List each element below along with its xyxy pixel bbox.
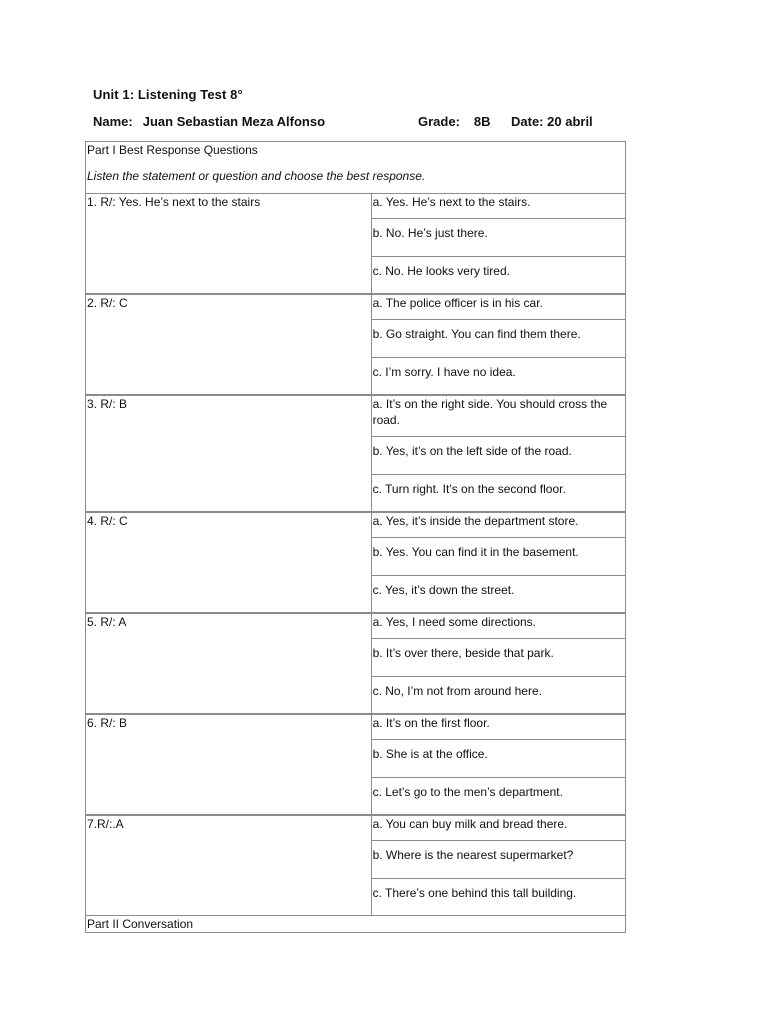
question-6-option-b: b. She is at the office. — [371, 740, 625, 778]
part2-title: Part II Conversation — [86, 916, 626, 933]
question-6-option-c: c. Let’s go to the men’s department. — [371, 778, 625, 816]
part2-header-row — [86, 916, 626, 933]
question-3-option-c: c. Turn right. It’s on the second floor. — [371, 475, 625, 513]
question-5-option-b: b. It’s over there, beside that park. — [371, 639, 625, 677]
question-7-answer: 7.R/:.A — [86, 815, 372, 916]
name-value: Juan Sebastian Meza Alfonso — [142, 114, 326, 129]
part1-header — [86, 142, 626, 194]
student-name-field — [93, 114, 325, 129]
question-2-option-c: c. I’m sorry. I have no idea. — [371, 358, 625, 396]
question-2-answer: 2. R/: C — [86, 294, 372, 395]
question-7-row-a — [86, 815, 626, 841]
question-7-option-b: b. Where is the nearest supermarket? — [371, 841, 625, 879]
question-7-option-a: a. You can buy milk and bread there. — [371, 815, 625, 841]
question-4-row-a — [86, 512, 626, 538]
date-field — [511, 114, 593, 129]
question-5-row-a — [86, 613, 626, 639]
grade-value: 8B — [473, 114, 491, 129]
question-5-option-c: c. No, I’m not from around here. — [371, 677, 625, 715]
question-6-answer: 6. R/: B — [86, 714, 372, 815]
question-6-option-a: a. It’s on the first floor. — [371, 714, 625, 740]
question-1-option-a: a. Yes. He’s next to the stairs. — [371, 194, 625, 219]
test-title: Unit 1: Listening Test 8° — [93, 87, 243, 102]
question-3-row-a — [86, 395, 626, 437]
grade-field — [418, 114, 491, 129]
part1-instructions: Listen the statement or question and choose the best response. — [87, 169, 426, 183]
question-1-option-b: b. No. He’s just there. — [371, 219, 625, 257]
question-5-option-a: a. Yes, I need some directions. — [371, 613, 625, 639]
question-3-answer: 3. R/: B — [86, 395, 372, 512]
question-3-option-b: b. Yes, it’s on the left side of the road. — [371, 437, 625, 475]
part1-header-row — [86, 142, 626, 194]
question-4-answer: 4. R/: C — [86, 512, 372, 613]
question-1-answer: 1. R/: Yes. He’s next to the stairs — [86, 194, 372, 295]
question-2-option-b: b. Go straight. You can find them there. — [371, 320, 625, 358]
date-label: Date: — [511, 114, 544, 129]
name-label: Name: — [93, 114, 133, 129]
question-7-option-c: c. There’s one behind this tall building. — [371, 879, 625, 916]
date-value: 20 abril — [547, 114, 593, 129]
question-3-option-a: a. It’s on the right side. You should cross the road. — [371, 395, 625, 437]
part1-title: Part I Best Response Questions — [87, 143, 258, 157]
question-5-answer: 5. R/: A — [86, 613, 372, 714]
grade-label: Grade: — [418, 114, 460, 129]
question-1-option-c: c. No. He looks very tired. — [371, 257, 625, 295]
test-table — [85, 141, 626, 933]
question-2-row-a — [86, 294, 626, 320]
question-4-option-c: c. Yes, it’s down the street. — [371, 576, 625, 614]
question-2-option-a: a. The police officer is in his car. — [371, 294, 625, 320]
question-6-row-a — [86, 714, 626, 740]
question-1-row-a — [86, 194, 626, 219]
question-4-option-a: a. Yes, it’s inside the department store. — [371, 512, 625, 538]
question-4-option-b: b. Yes. You can find it in the basement. — [371, 538, 625, 576]
